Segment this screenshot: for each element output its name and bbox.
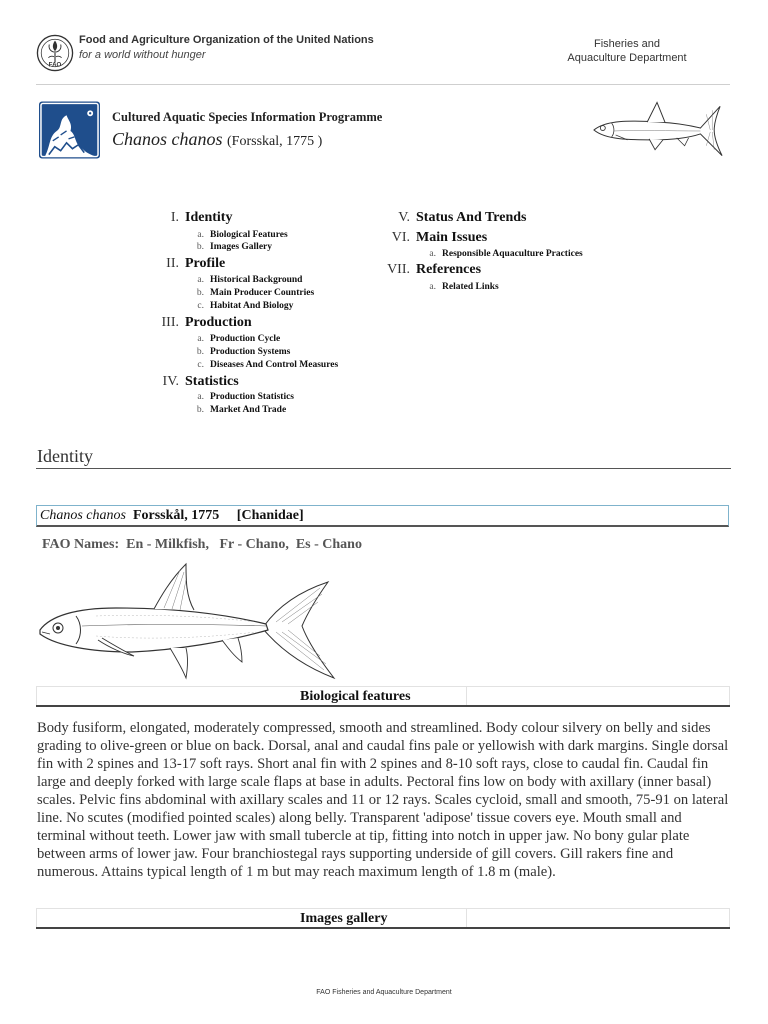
toc-number: III.	[161, 315, 179, 330]
table-cell-divider	[36, 687, 37, 705]
toc-sub-historical-background[interactable]	[190, 275, 302, 285]
images-gallery-table	[36, 908, 730, 929]
toc-item-profile[interactable]	[143, 256, 225, 272]
toc-number: IV.	[162, 374, 179, 389]
toc-letter: c.	[197, 301, 204, 311]
toc-sub-label: Market And Trade	[210, 405, 287, 415]
table-cell-divider	[466, 909, 467, 927]
toc-sub-label: Production Statistics	[210, 392, 295, 402]
species-authority: (Forsskal, 1775 )	[227, 134, 323, 149]
toc-letter: a.	[197, 392, 204, 402]
toc-letter: b.	[196, 405, 204, 415]
milkfish-illustration-icon	[36, 560, 336, 685]
toc-sub-production-systems[interactable]	[190, 347, 290, 357]
toc-sub-main-producer-countries[interactable]	[190, 288, 314, 298]
svg-text:FAO: FAO	[48, 61, 62, 69]
biological-features-text: Body fusiform, elongated, moderately compressed, smooth and streamlined. Body colour silvery on belly and sides grading to olive-green or blue on back. Dorsal, anal and caudal fins pale or yellowish with dark margins. Single dorsal fin with 2 spines and 13-17 soft rays. Short anal fin with 2 spines and 8-10 soft rays, close to caudal fin. Caudal fin large and deeply forked with large scale flaps at base in adults. Pectoral fins low on body with axillary (inner basal) scales. Pelvic fins abdominal with axillary scales and 11 or 12 rays. Scales cycloid, small and smooth, 75-91 on lateral line. No scutes (modified pointed scales) along belly. Transparent 'adipose' tissue covers eye. Mouth small and terminal without teeth. Lower jaw with small tubercle at tip, fitting into notch in upper jaw. No bony gular plate between arms of lower jaw. Four branchiostegal rays supporting underside of gill covers. Gill rakers fine and numerous. Attains typical length of 1 m but may reach maximum length of 1.8 m (male).	[37, 720, 729, 880]
identity-species-name: Chanos chanos	[40, 508, 126, 523]
toc-sub-label: Historical Background	[210, 275, 303, 285]
toc-sub-habitat-and-biology[interactable]	[190, 301, 293, 311]
toc-sub-images-gallery[interactable]	[190, 242, 272, 252]
toc-sub-label: Diseases And Control Measures	[210, 360, 339, 370]
toc-item-references[interactable]	[374, 262, 481, 278]
toc-letter: a.	[197, 334, 204, 344]
toc-label: Main Issues	[416, 230, 488, 245]
toc-item-status-and-trends[interactable]	[374, 210, 527, 226]
section-divider	[36, 468, 731, 469]
toc-number: VII.	[387, 262, 410, 277]
toc-label: Profile	[185, 256, 226, 271]
section-heading-identity: Identity	[37, 446, 93, 466]
table-cell-divider	[36, 909, 37, 927]
toc-number: VI.	[391, 230, 410, 245]
identity-species-authority: Forsskål, 1775 [Chanidae]	[132, 508, 304, 523]
department-line-2: Aquaculture Department	[567, 52, 687, 64]
toc-label: Status And Trends	[416, 210, 527, 225]
header-divider	[36, 84, 730, 85]
toc-letter: a.	[197, 275, 204, 285]
table-cell-divider	[729, 909, 730, 927]
toc-letter: a.	[197, 230, 204, 240]
programme-title: Cultured Aquatic Species Information Programme	[112, 110, 383, 124]
toc-number: I.	[170, 210, 179, 225]
toc-letter: a.	[429, 282, 436, 292]
toc-letter: c.	[197, 360, 204, 370]
species-title	[112, 129, 322, 150]
biological-features-heading: Biological features	[300, 689, 411, 704]
table-cell-divider	[729, 687, 730, 705]
toc-sub-label: Biological Features	[210, 230, 288, 240]
toc-sub-market-and-trade[interactable]	[190, 405, 286, 415]
toc-sub-production-statistics[interactable]	[190, 392, 294, 402]
toc-sub-label: Images Gallery	[210, 242, 273, 252]
toc-letter: a.	[429, 249, 436, 259]
toc-sub-label: Production Systems	[210, 347, 291, 357]
toc-number: V.	[398, 210, 410, 225]
toc-sub-label: Production Cycle	[210, 334, 281, 344]
toc-label: References	[416, 262, 482, 277]
fao-names: FAO Names: En - Milkfish, Fr - Chano, Es - Chano	[42, 537, 362, 552]
toc-item-production[interactable]	[143, 315, 252, 331]
org-name: Food and Agriculture Organization of the United Nations	[79, 34, 374, 46]
fao-logo-icon	[36, 34, 74, 72]
toc-item-main-issues[interactable]	[374, 230, 487, 246]
table-cell-divider	[466, 687, 467, 705]
toc-item-statistics[interactable]	[143, 374, 239, 390]
org-tagline: for a world without hunger	[79, 49, 206, 61]
department-name	[540, 37, 714, 65]
toc-letter: b.	[196, 347, 204, 357]
page-footer: FAO Fisheries and Aquaculture Department	[316, 989, 452, 996]
toc-label: Statistics	[185, 374, 239, 389]
toc-letter: b.	[196, 288, 204, 298]
images-gallery-heading: Images gallery	[300, 911, 388, 926]
toc-number: II.	[166, 256, 179, 271]
species-identity-box	[36, 505, 729, 527]
department-line-1: Fisheries and	[593, 38, 661, 50]
toc-sub-related-links[interactable]	[422, 282, 499, 292]
biological-features-table	[36, 686, 730, 707]
toc-sub-label: Habitat And Biology	[210, 301, 294, 311]
toc-label: Production	[185, 315, 252, 330]
milkfish-thumbnail-icon	[590, 100, 728, 160]
toc-sub-label: Responsible Aquaculture Practices	[442, 249, 583, 259]
toc-sub-responsible-aquaculture[interactable]	[422, 249, 583, 259]
toc-letter: b.	[196, 242, 204, 252]
toc-sub-label: Related Links	[442, 282, 499, 292]
species-scientific-name: Chanos chanos	[112, 129, 223, 149]
toc-label: Identity	[185, 210, 233, 225]
toc-sub-production-cycle[interactable]	[190, 334, 280, 344]
toc-item-identity[interactable]	[143, 210, 232, 226]
toc-sub-label: Main Producer Countries	[210, 288, 315, 298]
toc-sub-biological-features[interactable]	[190, 230, 288, 240]
toc-sub-diseases-and-control[interactable]	[190, 360, 338, 370]
programme-logo-icon	[39, 101, 100, 159]
